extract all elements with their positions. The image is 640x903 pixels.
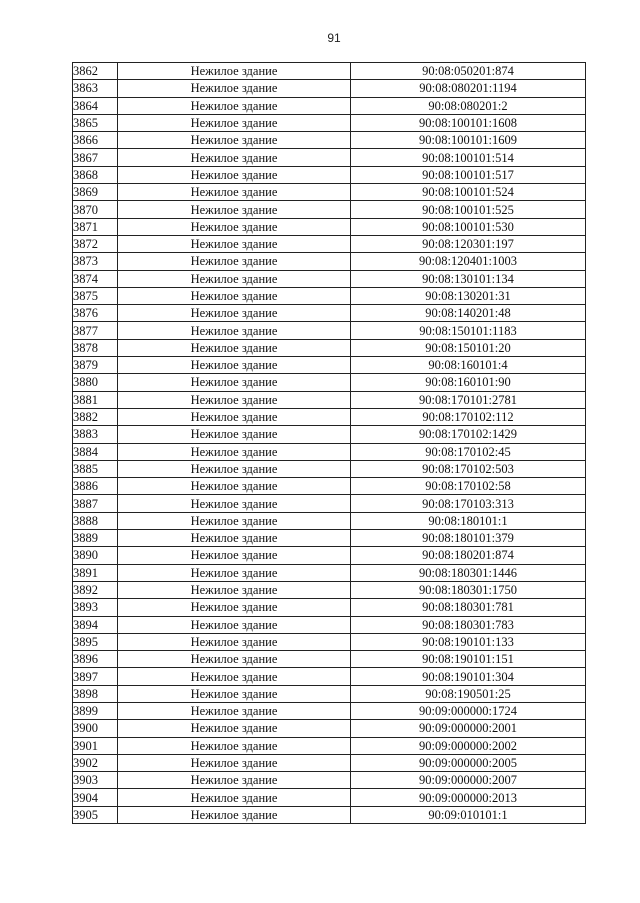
row-number-cell: 3874 [73,270,118,287]
object-type-cell: Нежилое здание [118,80,351,97]
table-row [73,184,586,201]
table-row [73,754,586,771]
cadastral-number-cell: 90:08:180201:874 [351,547,586,564]
row-number-cell: 3879 [73,357,118,374]
row-number-cell: 3875 [73,287,118,304]
row-number-cell: 3894 [73,616,118,633]
row-number-cell: 3882 [73,408,118,425]
cadastral-number-cell: 90:08:150101:20 [351,339,586,356]
cadastral-number-cell: 90:08:140201:48 [351,305,586,322]
table-row [73,201,586,218]
cadastral-number-cell: 90:08:080201:1194 [351,80,586,97]
table-row [73,685,586,702]
cadastral-number-cell: 90:08:120301:197 [351,235,586,252]
cadastral-number-cell: 90:08:100101:1608 [351,114,586,131]
table-row [73,512,586,529]
cadastral-number-cell: 90:09:000000:2002 [351,737,586,754]
cadastral-number-cell: 90:08:180101:1 [351,512,586,529]
row-number-cell: 3885 [73,460,118,477]
table-row [73,564,586,581]
row-number-cell: 3863 [73,80,118,97]
cadastral-number-cell: 90:08:170102:58 [351,478,586,495]
table-row [73,806,586,823]
table-body [73,63,586,824]
object-type-cell: Нежилое здание [118,754,351,771]
row-number-cell: 3877 [73,322,118,339]
row-number-cell: 3883 [73,426,118,443]
table-row [73,132,586,149]
cadastral-number-cell: 90:08:170102:1429 [351,426,586,443]
row-number-cell: 3878 [73,339,118,356]
page-number: 91 [327,31,341,45]
row-number-cell: 3876 [73,305,118,322]
table-row [73,339,586,356]
cadastral-number-cell: 90:08:190101:151 [351,651,586,668]
cadastral-number-cell: 90:09:000000:2007 [351,772,586,789]
row-number-cell: 3869 [73,184,118,201]
object-type-cell: Нежилое здание [118,218,351,235]
cadastral-number-cell: 90:08:170102:503 [351,460,586,477]
object-type-cell: Нежилое здание [118,599,351,616]
table-row [73,616,586,633]
object-type-cell: Нежилое здание [118,547,351,564]
row-number-cell: 3904 [73,789,118,806]
object-type-cell: Нежилое здание [118,270,351,287]
object-type-cell: Нежилое здание [118,702,351,719]
object-type-cell: Нежилое здание [118,737,351,754]
cadastral-number-cell: 90:08:100101:525 [351,201,586,218]
table-row [73,530,586,547]
table-row [73,408,586,425]
row-number-cell: 3864 [73,97,118,114]
object-type-cell: Нежилое здание [118,63,351,80]
cadastral-number-cell: 90:09:000000:2013 [351,789,586,806]
object-type-cell: Нежилое здание [118,651,351,668]
object-type-cell: Нежилое здание [118,772,351,789]
table-row [73,547,586,564]
row-number-cell: 3873 [73,253,118,270]
cadastral-number-cell: 90:08:180301:1446 [351,564,586,581]
cadastral-number-cell: 90:08:160101:90 [351,374,586,391]
table-row [73,772,586,789]
row-number-cell: 3901 [73,737,118,754]
table-row [73,287,586,304]
object-type-cell: Нежилое здание [118,530,351,547]
table-row [73,633,586,650]
table-row [73,737,586,754]
cadastral-number-cell: 90:08:100101:1609 [351,132,586,149]
cadastral-number-cell: 90:08:180301:781 [351,599,586,616]
row-number-cell: 3897 [73,668,118,685]
table-row [73,581,586,598]
object-type-cell: Нежилое здание [118,408,351,425]
row-number-cell: 3903 [73,772,118,789]
row-number-cell: 3865 [73,114,118,131]
cadastral-number-cell: 90:08:170103:313 [351,495,586,512]
table-row [73,97,586,114]
cadastral-number-cell: 90:08:120401:1003 [351,253,586,270]
table-row [73,599,586,616]
object-type-cell: Нежилое здание [118,426,351,443]
object-type-cell: Нежилое здание [118,166,351,183]
row-number-cell: 3868 [73,166,118,183]
table-row [73,218,586,235]
table-row [73,166,586,183]
object-type-cell: Нежилое здание [118,391,351,408]
row-number-cell: 3872 [73,235,118,252]
object-type-cell: Нежилое здание [118,97,351,114]
object-type-cell: Нежилое здание [118,685,351,702]
table-row [73,80,586,97]
cadastral-number-cell: 90:08:190101:133 [351,633,586,650]
row-number-cell: 3888 [73,512,118,529]
table-row [73,460,586,477]
cadastral-number-cell: 90:08:100101:514 [351,149,586,166]
table-row [73,235,586,252]
cadastral-number-cell: 90:09:000000:2005 [351,754,586,771]
row-number-cell: 3892 [73,581,118,598]
cadastral-number-cell: 90:08:170102:45 [351,443,586,460]
object-type-cell: Нежилое здание [118,806,351,823]
row-number-cell: 3898 [73,685,118,702]
cadastral-number-cell: 90:08:180101:379 [351,530,586,547]
table-row [73,443,586,460]
table-row [73,253,586,270]
cadastral-number-cell: 90:08:100101:517 [351,166,586,183]
table-row [73,426,586,443]
cadastral-number-cell: 90:08:160101:4 [351,357,586,374]
row-number-cell: 3866 [73,132,118,149]
cadastral-number-cell: 90:08:150101:1183 [351,322,586,339]
row-number-cell: 3881 [73,391,118,408]
row-number-cell: 3899 [73,702,118,719]
row-number-cell: 3862 [73,63,118,80]
table-row [73,789,586,806]
object-type-cell: Нежилое здание [118,149,351,166]
row-number-cell: 3870 [73,201,118,218]
row-number-cell: 3891 [73,564,118,581]
object-type-cell: Нежилое здание [118,460,351,477]
cadastral-number-cell: 90:08:170101:2781 [351,391,586,408]
object-type-cell: Нежилое здание [118,478,351,495]
table-row [73,305,586,322]
object-type-cell: Нежилое здание [118,184,351,201]
row-number-cell: 3889 [73,530,118,547]
table-row [73,322,586,339]
table-row [73,702,586,719]
object-type-cell: Нежилое здание [118,287,351,304]
object-type-cell: Нежилое здание [118,633,351,650]
cadastral-number-cell: 90:09:000000:1724 [351,702,586,719]
object-type-cell: Нежилое здание [118,495,351,512]
row-number-cell: 3893 [73,599,118,616]
cadastral-number-cell: 90:08:130101:134 [351,270,586,287]
row-number-cell: 3886 [73,478,118,495]
object-type-cell: Нежилое здание [118,789,351,806]
table-row [73,668,586,685]
object-type-cell: Нежилое здание [118,616,351,633]
row-number-cell: 3890 [73,547,118,564]
object-type-cell: Нежилое здание [118,512,351,529]
object-type-cell: Нежилое здание [118,339,351,356]
cadastral-number-cell: 90:08:050201:874 [351,63,586,80]
cadastral-number-cell: 90:08:170102:112 [351,408,586,425]
object-type-cell: Нежилое здание [118,253,351,270]
cadastral-number-cell: 90:08:190501:25 [351,685,586,702]
row-number-cell: 3902 [73,754,118,771]
object-type-cell: Нежилое здание [118,322,351,339]
cadastral-number-cell: 90:08:130201:31 [351,287,586,304]
table-row [73,374,586,391]
table-row [73,270,586,287]
cadastral-number-cell: 90:08:180301:783 [351,616,586,633]
object-type-cell: Нежилое здание [118,357,351,374]
row-number-cell: 3887 [73,495,118,512]
row-number-cell: 3896 [73,651,118,668]
object-type-cell: Нежилое здание [118,720,351,737]
table-row [73,149,586,166]
row-number-cell: 3895 [73,633,118,650]
property-registry-table [72,62,586,824]
cadastral-number-cell: 90:08:100101:524 [351,184,586,201]
row-number-cell: 3900 [73,720,118,737]
row-number-cell: 3880 [73,374,118,391]
table-row [73,391,586,408]
cadastral-number-cell: 90:09:000000:2001 [351,720,586,737]
object-type-cell: Нежилое здание [118,132,351,149]
object-type-cell: Нежилое здание [118,581,351,598]
object-type-cell: Нежилое здание [118,114,351,131]
cadastral-number-cell: 90:09:010101:1 [351,806,586,823]
table-row [73,495,586,512]
table-row [73,478,586,495]
object-type-cell: Нежилое здание [118,443,351,460]
table-row [73,357,586,374]
object-type-cell: Нежилое здание [118,564,351,581]
table-row [73,114,586,131]
cadastral-number-cell: 90:08:180301:1750 [351,581,586,598]
row-number-cell: 3884 [73,443,118,460]
object-type-cell: Нежилое здание [118,201,351,218]
cadastral-number-cell: 90:08:080201:2 [351,97,586,114]
cadastral-number-cell: 90:08:100101:530 [351,218,586,235]
object-type-cell: Нежилое здание [118,374,351,391]
object-type-cell: Нежилое здание [118,235,351,252]
table-row [73,63,586,80]
object-type-cell: Нежилое здание [118,668,351,685]
table-row [73,651,586,668]
row-number-cell: 3871 [73,218,118,235]
table-row [73,720,586,737]
row-number-cell: 3905 [73,806,118,823]
cadastral-number-cell: 90:08:190101:304 [351,668,586,685]
row-number-cell: 3867 [73,149,118,166]
object-type-cell: Нежилое здание [118,305,351,322]
